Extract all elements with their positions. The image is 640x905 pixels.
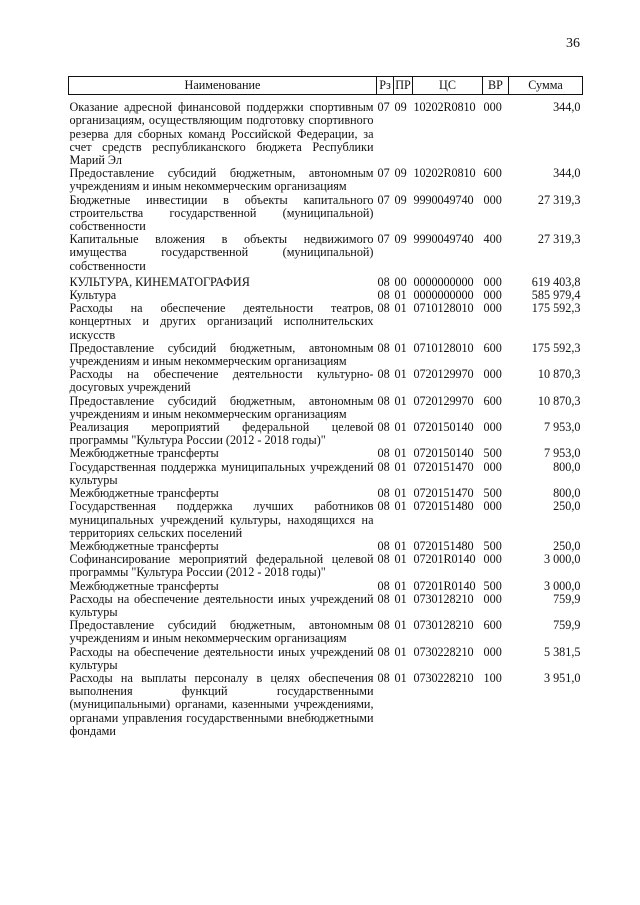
cell-vr: 100 — [483, 670, 502, 685]
cell-sum: 5 381,5 — [543, 644, 581, 659]
cell-cs: 0720151480 — [413, 538, 474, 553]
page-number: 36 — [566, 36, 580, 51]
cell-cs: 10202R0810 — [413, 100, 476, 115]
cell-name: КУЛЬТУРА, КИНЕМАТОГРАФИЯ — [69, 274, 250, 289]
cell-rz: 08 — [377, 420, 390, 435]
cell-rz: 07 — [377, 232, 390, 247]
table-row — [69, 553, 583, 579]
cell-rz: 08 — [377, 644, 390, 659]
cell-vr: 000 — [483, 274, 502, 289]
cell-sum: 619 403,8 — [531, 274, 581, 289]
cell-rz: 07 — [377, 100, 390, 115]
cell-cs: 0000000000 — [413, 274, 474, 289]
cell-sum: 10 870,3 — [537, 367, 581, 382]
cell-cs: 9990049740 — [413, 192, 474, 207]
header-sum: Сумма — [509, 77, 583, 95]
table-row — [69, 593, 583, 619]
cell-pr: 01 — [394, 367, 407, 382]
cell-rz: 08 — [377, 618, 390, 633]
cell-cs: 0720151470 — [413, 486, 474, 501]
cell-cs: 9990049740 — [413, 232, 474, 247]
header-name: Наименование — [69, 77, 377, 95]
cell-name: Предоставление субсидий бюджетным, автономным учреждениям и иным некоммерческим организациям — [69, 340, 374, 369]
cell-rz: 08 — [377, 670, 390, 685]
cell-vr: 600 — [483, 393, 502, 408]
cell-vr: 500 — [483, 446, 502, 461]
cell-vr: 600 — [483, 340, 502, 355]
cell-vr: 000 — [483, 420, 502, 435]
cell-pr: 01 — [394, 446, 407, 461]
cell-name: Предоставление субсидий бюджетным, автономным учреждениям и иным некоммерческим организациям — [69, 393, 374, 421]
cell-cs: 0720129970 — [413, 367, 474, 382]
cell-name: Реализация мероприятий федеральной целевой программы "Культура России (2012 - 2018 годы)" — [69, 420, 374, 448]
cell-cs: 0710128010 — [413, 340, 474, 355]
cell-pr: 09 — [394, 100, 407, 115]
header-rz: Рз — [377, 77, 394, 95]
cell-sum: 7 953,0 — [543, 420, 581, 435]
cell-cs: 0730228210 — [413, 670, 474, 685]
cell-cs: 07201R0140 — [413, 552, 476, 567]
cell-rz: 07 — [377, 192, 390, 207]
cell-vr: 000 — [483, 552, 502, 567]
cell-name: Расходы на обеспечение деятельности иных учреждений культуры — [69, 644, 374, 672]
cell-pr: 09 — [394, 166, 407, 181]
table-row — [69, 672, 583, 738]
cell-name: Оказание адресной финансовой поддержки спортивным организациям, осуществляющим подготовку спортивного резерва для сборных команд Российской Федерации, за счет средств республиканского бюджета Республики Марий Эл — [69, 100, 374, 168]
table-row — [69, 273, 583, 289]
table-row — [69, 395, 583, 421]
cell-pr: 00 — [394, 274, 407, 289]
header-vr: ВР — [483, 77, 509, 95]
cell-name: Межбюджетные трансферты — [69, 446, 219, 461]
cell-pr: 01 — [394, 459, 407, 474]
cell-name: Бюджетные инвестиции в объекты капитального строительства государственной (муниципальной) собственности — [69, 192, 374, 234]
cell-vr: 000 — [483, 100, 502, 115]
table-row — [69, 447, 583, 460]
cell-rz: 07 — [377, 166, 390, 181]
table-row — [69, 580, 583, 593]
cell-name: Межбюджетные трансферты — [69, 486, 219, 501]
cell-vr: 000 — [483, 367, 502, 382]
cell-rz: 08 — [377, 288, 390, 303]
cell-vr: 000 — [483, 288, 502, 303]
cell-cs: 0730128210 — [413, 618, 474, 633]
table-body — [69, 95, 583, 738]
cell-pr: 01 — [394, 552, 407, 567]
cell-vr: 000 — [483, 644, 502, 659]
cell-pr: 01 — [394, 578, 407, 593]
table-row — [69, 302, 583, 342]
cell-pr: 01 — [394, 499, 407, 514]
table-row — [69, 619, 583, 645]
cell-sum: 800,0 — [553, 486, 581, 501]
table-row — [69, 368, 583, 394]
table-header — [69, 77, 583, 95]
cell-pr: 01 — [394, 618, 407, 633]
cell-sum: 3 951,0 — [543, 670, 581, 685]
cell-sum: 3 000,0 — [543, 578, 581, 593]
budget-table — [68, 76, 583, 738]
cell-name: Межбюджетные трансферты — [69, 578, 219, 593]
cell-rz: 08 — [377, 367, 390, 382]
cell-cs: 0720129970 — [413, 393, 474, 408]
cell-name: Расходы на обеспечение деятельности культурно-досуговых учреждений — [69, 367, 374, 395]
cell-pr: 01 — [394, 644, 407, 659]
cell-sum: 759,9 — [553, 618, 581, 633]
table-row — [69, 646, 583, 672]
cell-pr: 01 — [394, 420, 407, 435]
cell-sum: 250,0 — [553, 499, 581, 514]
table-row — [69, 167, 583, 193]
cell-rz: 08 — [377, 578, 390, 593]
cell-vr: 000 — [483, 192, 502, 207]
cell-sum: 7 953,0 — [543, 446, 581, 461]
cell-sum: 175 592,3 — [531, 340, 581, 355]
cell-sum: 27 319,3 — [537, 192, 581, 207]
table-row — [69, 95, 583, 168]
cell-vr: 600 — [483, 166, 502, 181]
cell-cs: 0730228210 — [413, 644, 474, 659]
cell-vr: 500 — [483, 538, 502, 553]
cell-pr: 01 — [394, 340, 407, 355]
cell-rz: 08 — [377, 499, 390, 514]
header-row — [69, 77, 583, 95]
cell-sum: 250,0 — [553, 538, 581, 553]
cell-sum: 585 979,4 — [531, 288, 581, 303]
cell-sum: 10 870,3 — [537, 393, 581, 408]
cell-pr: 09 — [394, 192, 407, 207]
cell-rz: 08 — [377, 274, 390, 289]
cell-cs: 0720150140 — [413, 420, 474, 435]
cell-vr: 000 — [483, 459, 502, 474]
cell-name: Расходы на обеспечение деятельности театров, концертных и других организаций исполнительских искусств — [69, 301, 374, 342]
cell-vr: 500 — [483, 578, 502, 593]
cell-sum: 344,0 — [553, 166, 581, 181]
cell-rz: 08 — [377, 301, 390, 316]
cell-rz: 08 — [377, 459, 390, 474]
table-row — [69, 461, 583, 487]
cell-vr: 600 — [483, 618, 502, 633]
cell-name: Капитальные вложения в объекты недвижимого имущества государственной (муниципальной) собственности — [69, 232, 374, 273]
cell-name: Культура — [69, 288, 117, 303]
cell-name: Предоставление субсидий бюджетным, автономным учреждениям и иным некоммерческим организациям — [69, 618, 374, 646]
cell-pr: 01 — [394, 591, 407, 606]
cell-rz: 08 — [377, 552, 390, 567]
cell-pr: 01 — [394, 538, 407, 553]
cell-rz: 08 — [377, 393, 390, 408]
cell-vr: 400 — [483, 232, 502, 247]
cell-cs: 0720151480 — [413, 499, 474, 514]
cell-vr: 000 — [483, 499, 502, 514]
table-row — [69, 194, 583, 234]
cell-rz: 08 — [377, 591, 390, 606]
cell-name: Государственная поддержка муниципальных учреждений культуры — [69, 459, 374, 487]
cell-sum: 175 592,3 — [531, 301, 581, 316]
cell-sum: 27 319,3 — [537, 232, 581, 247]
cell-pr: 09 — [394, 232, 407, 247]
cell-rz: 08 — [377, 486, 390, 501]
table-row — [69, 233, 583, 273]
cell-cs: 10202R0810 — [413, 166, 476, 181]
cell-pr: 01 — [394, 288, 407, 303]
cell-name: Расходы на выплаты персоналу в целях обеспечения выполнения функций государственными (муниципальными) органами, казенными учреждениями, органами управления государственными внебюджетными фондами — [69, 670, 374, 738]
cell-name: Софинансирование мероприятий федеральной целевой программы "Культура России (2012 - 2018 годы)" — [69, 552, 374, 580]
table-row — [69, 500, 583, 540]
cell-sum: 3 000,0 — [543, 552, 581, 567]
cell-name: Государственная поддержка лучших работников муниципальных учреждений культуры, находящихся на территориях сельских поселений — [69, 499, 374, 540]
cell-sum: 800,0 — [553, 459, 581, 474]
cell-name: Расходы на обеспечение деятельности иных учреждений культуры — [69, 591, 374, 619]
header-cs: ЦС — [413, 77, 483, 95]
cell-cs: 0730128210 — [413, 591, 474, 606]
header-pr: ПР — [394, 77, 413, 95]
cell-vr: 000 — [483, 301, 502, 316]
cell-pr: 01 — [394, 301, 407, 316]
cell-cs: 0000000000 — [413, 288, 474, 303]
cell-cs: 0720151470 — [413, 459, 474, 474]
table-row — [69, 421, 583, 447]
cell-pr: 01 — [394, 393, 407, 408]
cell-pr: 01 — [394, 486, 407, 501]
table-row — [69, 342, 583, 368]
cell-rz: 08 — [377, 446, 390, 461]
cell-pr: 01 — [394, 670, 407, 685]
cell-vr: 000 — [483, 591, 502, 606]
cell-cs: 0720150140 — [413, 446, 474, 461]
cell-name: Предоставление субсидий бюджетным, автономным учреждениям и иным некоммерческим организациям — [69, 166, 374, 194]
cell-cs: 07201R0140 — [413, 578, 476, 593]
cell-sum: 759,9 — [553, 591, 581, 606]
cell-name: Межбюджетные трансферты — [69, 538, 219, 553]
cell-cs: 0710128010 — [413, 301, 474, 316]
cell-sum: 344,0 — [553, 100, 581, 115]
cell-rz: 08 — [377, 538, 390, 553]
cell-rz: 08 — [377, 340, 390, 355]
cell-vr: 500 — [483, 486, 502, 501]
